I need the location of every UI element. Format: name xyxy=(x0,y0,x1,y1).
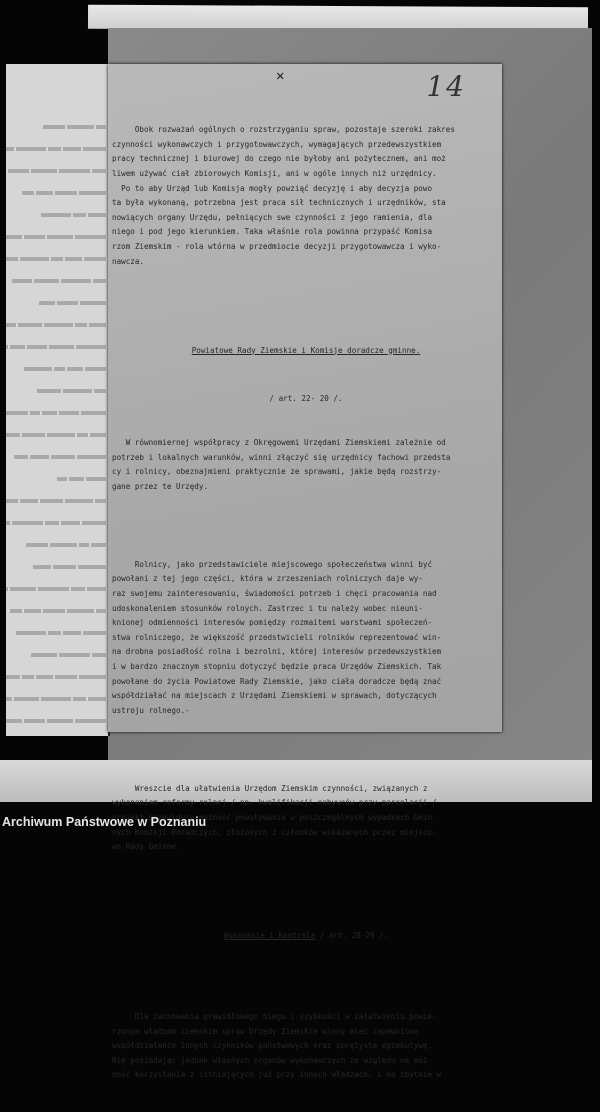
mirrored-line xyxy=(6,532,106,554)
mirrored-line xyxy=(6,356,106,378)
mirrored-line xyxy=(6,180,106,202)
text-line: cy i rolnicy, obeznajmieni praktycznie ze sprawami, jakie będą rozstrzy- xyxy=(112,467,442,477)
text-line: Rolnicy, jako przedstawiciele miejscowego społeczeństwa winni być xyxy=(112,559,433,569)
text-line: współdziałać na miejscach z Urzędami Ziemskiemi w sprawach, dotyczących xyxy=(112,691,437,701)
heading-2-art: / art. 28-29 /. xyxy=(315,931,389,941)
typewritten-text xyxy=(112,94,500,1112)
heading-wykonanie-kontrola xyxy=(112,929,500,944)
text-line: Nie posiadając jednak własnych organów wykonawczych ze względu na moż- xyxy=(112,1055,433,1065)
mirrored-line xyxy=(6,664,106,686)
mirrored-line xyxy=(6,312,106,334)
mirrored-line xyxy=(6,158,106,180)
text-line: knionej odmienności interesów pomiędzy rozmaitemi warstwami społeczeń- xyxy=(112,618,433,628)
text-line: liwem używać ciał zbiorowych Komisji, ani w ogóle innych niż urzędnicy. xyxy=(112,168,437,178)
mirrored-line xyxy=(6,422,106,444)
text-line: ta była wykonaną, potrzebna jest praca sił technicznych i urzędników, sta xyxy=(112,198,446,208)
text-line: rzom Ziemskim - rola wtórna w przedmiocie decyzji przygotowawcza i wyko- xyxy=(112,241,442,251)
mirrored-line xyxy=(6,686,106,708)
mirrored-line xyxy=(6,400,106,422)
paragraph-3 xyxy=(112,558,500,719)
mirrored-line xyxy=(6,378,106,400)
mirrored-line xyxy=(6,136,106,158)
mirrored-line xyxy=(6,224,106,246)
page-number: 14 xyxy=(426,70,466,103)
text-line: współdziałanie innych czynników państwowych oraz sprężystą egzekutywę. xyxy=(112,1041,433,1051)
heading-rady-ziemskie: Powiatowe Rady Ziemskie i Komisje doradcze gminne. xyxy=(191,345,421,355)
text-line: stwa rolniczego, że większość przedstwicieli rolników reprezentować win- xyxy=(112,632,442,642)
text-line: potrzeb i lokalnych warunków, winni złączyć się urzędnicy fachowi przedsta xyxy=(112,452,451,462)
text-line: nawcza. xyxy=(112,256,145,266)
text-line: ność korzystania z istniejących już przy innych władzach, i na zbytnie w xyxy=(112,1070,442,1080)
text-line: nowiących organy Urzędu, pełniących swe czynności z jego ramienia, dla xyxy=(112,212,433,222)
text-line: Dla zachowania prawidłowego biegu i szybkości w załatwieniu powie- xyxy=(112,1012,437,1022)
mirrored-line xyxy=(6,730,106,736)
document-page xyxy=(108,64,502,1080)
paragraph-5 xyxy=(112,1010,500,1083)
text-line: pracy technicznej i biurowej do czego nie byłoby ani pożytecznem, ani moż xyxy=(112,154,446,164)
text-line: we Rady Gminne. xyxy=(112,842,181,852)
text-line: projekt przewiduje możność powoływania w poszczególnych wypadkach Gmin- xyxy=(112,812,437,822)
heading-article-ref: / art. 22- 20 /. xyxy=(269,394,343,404)
mirrored-line xyxy=(6,510,106,532)
mirrored-line xyxy=(6,114,106,136)
mirrored-text xyxy=(6,114,106,736)
archive-watermark: Archiwum Państwowe w Poznaniu xyxy=(2,815,207,829)
mirrored-line xyxy=(6,488,106,510)
text-line: czynności wykonawczych i przygotowawczych, wymagających przedewszystkiem xyxy=(112,139,442,149)
cross-mark: ✕ xyxy=(276,68,285,84)
text-line: udoskonaleniem stosunków rolnych. Zastrzec i tu należy wobec nieuni- xyxy=(112,603,423,613)
text-line: i w bardzo znacznym stopniu dotyczyć będzie praca Urzędów Ziemskich. Tak xyxy=(112,661,442,671)
mirrored-line xyxy=(6,598,106,620)
paragraph-1 xyxy=(112,123,500,269)
text-line: wykonaniem reformy rolnej / np. kwalifikacji nabywców przy parcelacji / xyxy=(112,798,437,808)
text-line: Obok rozważań ogólnych o rozstrzyganiu spraw, pozostaje szeroki zakres xyxy=(112,125,455,135)
mirrored-line xyxy=(6,642,106,664)
mirrored-line xyxy=(6,620,106,642)
text-line: niego i pod jego kierunkiem. Taka właśnie rola powinna przypaść Komisa xyxy=(112,227,433,237)
text-line: nych Komisji Doradczych, złożonych z członków wskazanych przez miejsco- xyxy=(112,827,437,837)
mirrored-line xyxy=(6,246,106,268)
mirrored-line xyxy=(6,444,106,466)
mirrored-line xyxy=(6,268,106,290)
text-line: rzonym władzom ziemskim spraw Urzędy Ziemskie winny mieć zapewnione xyxy=(112,1026,419,1036)
text-line: powołani z tej jego części, która w zrzeszeniach rolniczych daje wy- xyxy=(112,574,423,584)
mirrored-line xyxy=(6,576,106,598)
text-line: Po to aby Urząd lub Komisja mogły powziąć decyzję i aby decyzja powo xyxy=(112,183,433,193)
text-line: Wreszcie dla ułatwienia Urzędom Ziemskim czynności, związanych z xyxy=(112,783,428,793)
mirrored-line xyxy=(6,554,106,576)
text-line: ustroju rolnego.- xyxy=(112,705,190,715)
mirrored-line xyxy=(6,290,106,312)
paragraph-2 xyxy=(112,436,500,494)
text-line: powołane do życia Powiatowe Rady Ziemskie, jako ciała doradcze będą znać xyxy=(112,676,442,686)
text-line: gane przez te Urzędy. xyxy=(112,481,209,491)
mirrored-line xyxy=(6,708,106,730)
mirrored-line xyxy=(6,466,106,488)
heading-2-title: Wykonanie i Kontrola xyxy=(223,931,316,941)
text-line: W równomiernej współpracy z Okręgowemi Urzędami Ziemskiemi zależnie od xyxy=(112,438,446,448)
mirrored-line xyxy=(6,202,106,224)
text-line: raz swojemu zainteresowaniu, świadomości potrzeb i chęci pracowania nad xyxy=(112,589,437,598)
mirrored-line xyxy=(6,334,106,356)
adjacent-page-mirrored xyxy=(6,64,110,736)
text-line: na drobna posiadłość rolna i bezrolni, której interesów przedewszystkiem xyxy=(112,647,442,657)
